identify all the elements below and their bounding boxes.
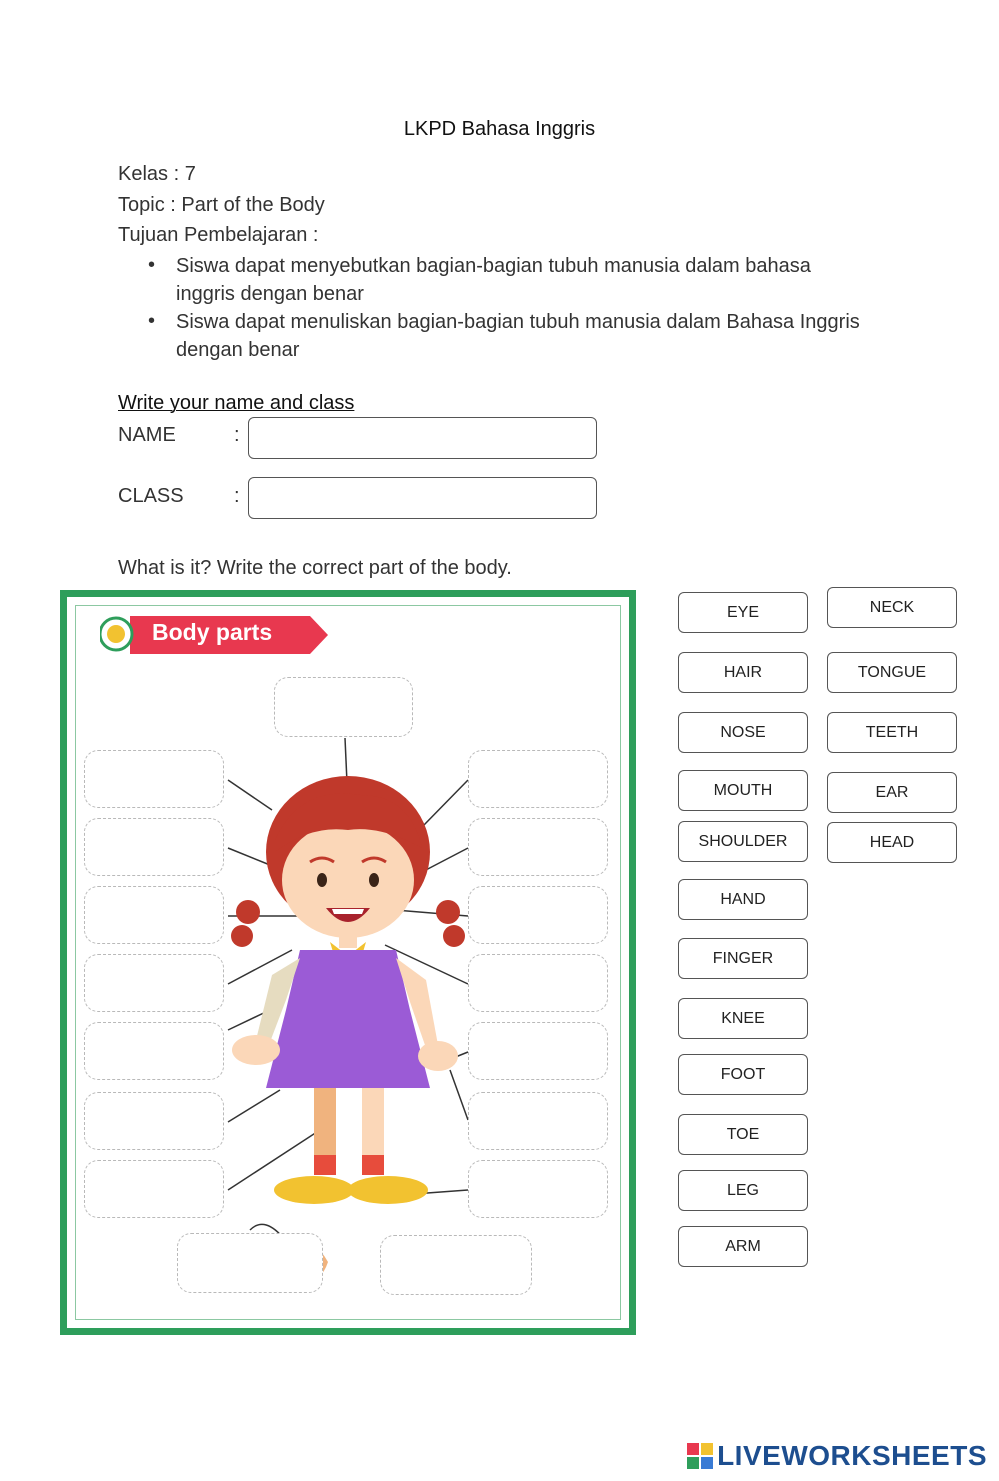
answer-box[interactable]	[468, 1092, 608, 1150]
word-finger[interactable]: FINGER	[678, 938, 808, 979]
class-input[interactable]	[248, 477, 597, 519]
word-ear[interactable]: EAR	[827, 772, 957, 813]
answer-box[interactable]	[84, 750, 224, 808]
word-shoulder[interactable]: SHOULDER	[678, 821, 808, 862]
word-hand[interactable]: HAND	[678, 879, 808, 920]
word-foot[interactable]: FOOT	[678, 1054, 808, 1095]
word-toe[interactable]: TOE	[678, 1114, 808, 1155]
answer-box[interactable]	[84, 1160, 224, 1218]
answer-box[interactable]	[468, 818, 608, 876]
word-hair[interactable]: HAIR	[678, 652, 808, 693]
exercise-instruction: What is it? Write the correct part of the body.	[118, 557, 512, 579]
word-leg[interactable]: LEG	[678, 1170, 808, 1211]
answer-box[interactable]	[84, 1092, 224, 1150]
name-colon: :	[234, 424, 240, 446]
word-neck[interactable]: NECK	[827, 587, 957, 628]
answer-box[interactable]	[468, 750, 608, 808]
topic-line: Topic : Part of the Body	[118, 194, 325, 216]
banner-text: Body parts	[152, 619, 273, 645]
word-mouth[interactable]: MOUTH	[678, 770, 808, 811]
answer-box[interactable]	[177, 1233, 323, 1293]
objective-2: Siswa dapat menuliskan bagian-bagian tubuh manusia dalam Bahasa Inggris dengan benar	[176, 311, 860, 361]
objective-1: Siswa dapat menyebutkan bagian-bagian tubuh manusia dalam bahasa inggris dengan benar	[176, 255, 811, 305]
answer-box[interactable]	[468, 954, 608, 1012]
kelas-line: Kelas : 7	[118, 163, 196, 185]
word-tongue[interactable]: TONGUE	[827, 652, 957, 693]
answer-box[interactable]	[274, 677, 413, 737]
bullet-icon: •	[148, 254, 156, 276]
brand-text: LIVEWORKSHEETS	[717, 1440, 987, 1471]
class-colon: :	[234, 485, 240, 507]
word-eye[interactable]: EYE	[678, 592, 808, 633]
answer-box[interactable]	[84, 954, 224, 1012]
word-knee[interactable]: KNEE	[678, 998, 808, 1039]
liveworksheets-icon	[687, 1443, 713, 1469]
name-label: NAME	[118, 424, 176, 446]
bullet-icon: •	[148, 310, 156, 332]
answer-box[interactable]	[84, 1022, 224, 1080]
word-teeth[interactable]: TEETH	[827, 712, 957, 753]
answer-box[interactable]	[380, 1235, 532, 1295]
answer-box[interactable]	[84, 886, 224, 944]
answer-box[interactable]	[468, 886, 608, 944]
answer-box[interactable]	[468, 1160, 608, 1218]
word-arm[interactable]: ARM	[678, 1226, 808, 1267]
word-head[interactable]: HEAD	[827, 822, 957, 863]
form-section-title: Write your name and class	[118, 392, 355, 414]
class-label: CLASS	[118, 485, 184, 507]
answer-box[interactable]	[468, 1022, 608, 1080]
answer-box[interactable]	[84, 818, 224, 876]
word-nose[interactable]: NOSE	[678, 712, 808, 753]
page-title: LKPD Bahasa Inggris	[403, 118, 596, 140]
name-input[interactable]	[248, 417, 597, 459]
liveworksheets-logo	[687, 1440, 987, 1472]
tujuan-line: Tujuan Pembelajaran :	[118, 224, 319, 246]
